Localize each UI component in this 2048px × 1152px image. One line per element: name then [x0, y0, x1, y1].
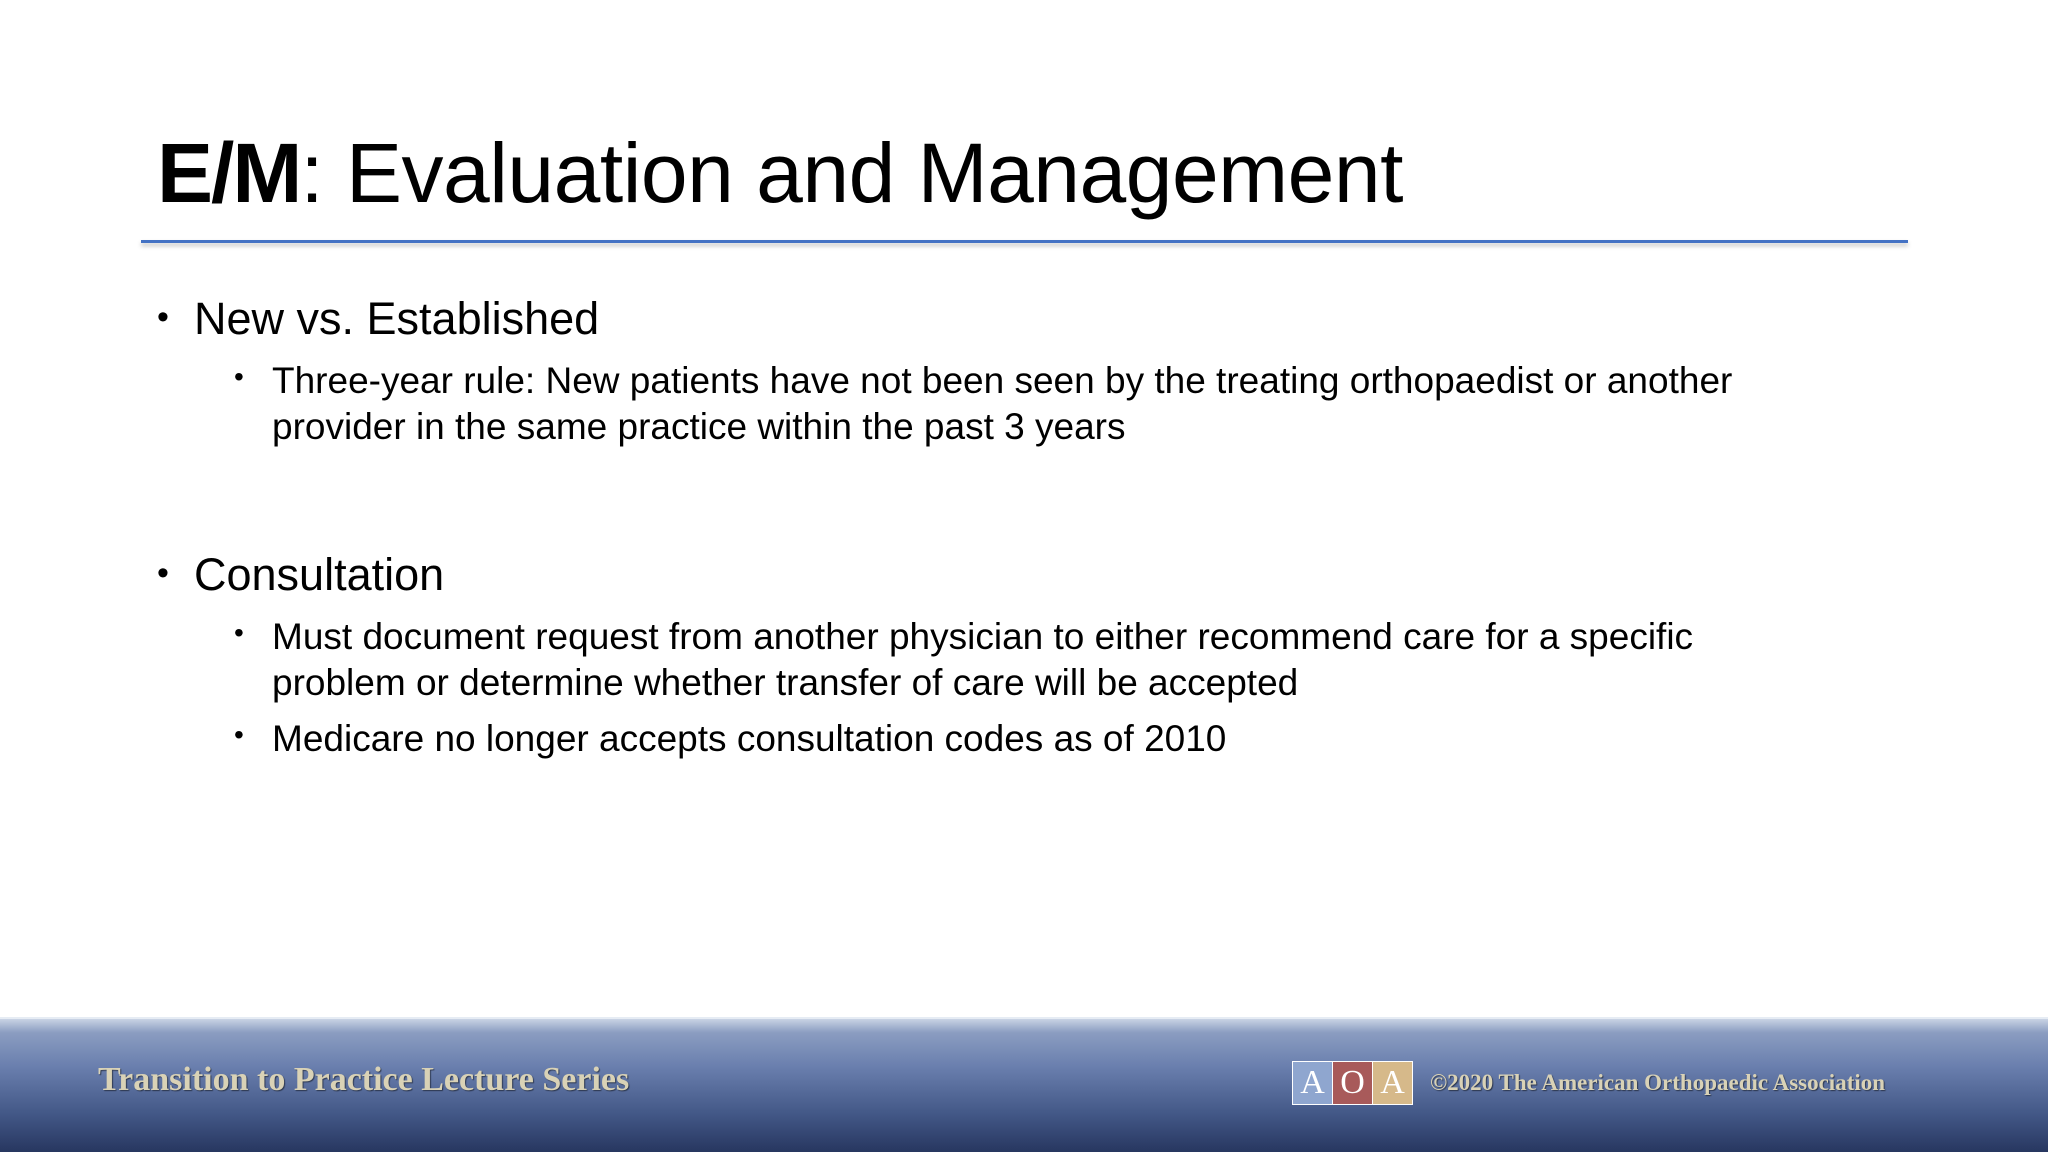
- sub-bullet-line: Three-year rule: New patients have not been seen by the treating orthopaedist or another: [272, 360, 1733, 401]
- title-underline: [141, 240, 1908, 243]
- sub-bullet-line: problem or determine whether transfer of care will be accepted: [272, 662, 1299, 703]
- title-text: : Evaluation and Management: [300, 126, 1403, 220]
- aoa-logo: [1292, 1061, 1413, 1105]
- footer-banner: [0, 1017, 2048, 1152]
- sub-bullet-dot-icon: •: [234, 719, 244, 750]
- sub-bullet-line: provider in the same practice within the past 3 years: [272, 406, 1126, 447]
- lecture-series-title: Transition to Practice Lecture Series: [98, 1061, 630, 1098]
- logo-letter: O: [1332, 1062, 1373, 1104]
- sub-bullet-line: Must document request from another physician to either recommend care for a specific: [272, 616, 1694, 657]
- sub-bullet-line: Medicare no longer accepts consultation codes as of 2010: [272, 718, 1227, 759]
- bullet-dot-icon: •: [157, 298, 169, 336]
- bullet-label: New vs. Established: [194, 293, 600, 344]
- logo-letter: A: [1293, 1062, 1332, 1104]
- copyright-notice: ©2020 The American Orthopaedic Association: [1430, 1070, 1886, 1095]
- bullet-label: Consultation: [194, 549, 445, 600]
- slide-title: [157, 118, 1403, 228]
- sub-bullet-dot-icon: •: [234, 361, 244, 392]
- logo-letter: A: [1373, 1062, 1412, 1104]
- sub-bullet-dot-icon: •: [234, 617, 244, 648]
- bullet-dot-icon: •: [157, 554, 169, 592]
- title-abbreviation: E/M: [157, 126, 301, 220]
